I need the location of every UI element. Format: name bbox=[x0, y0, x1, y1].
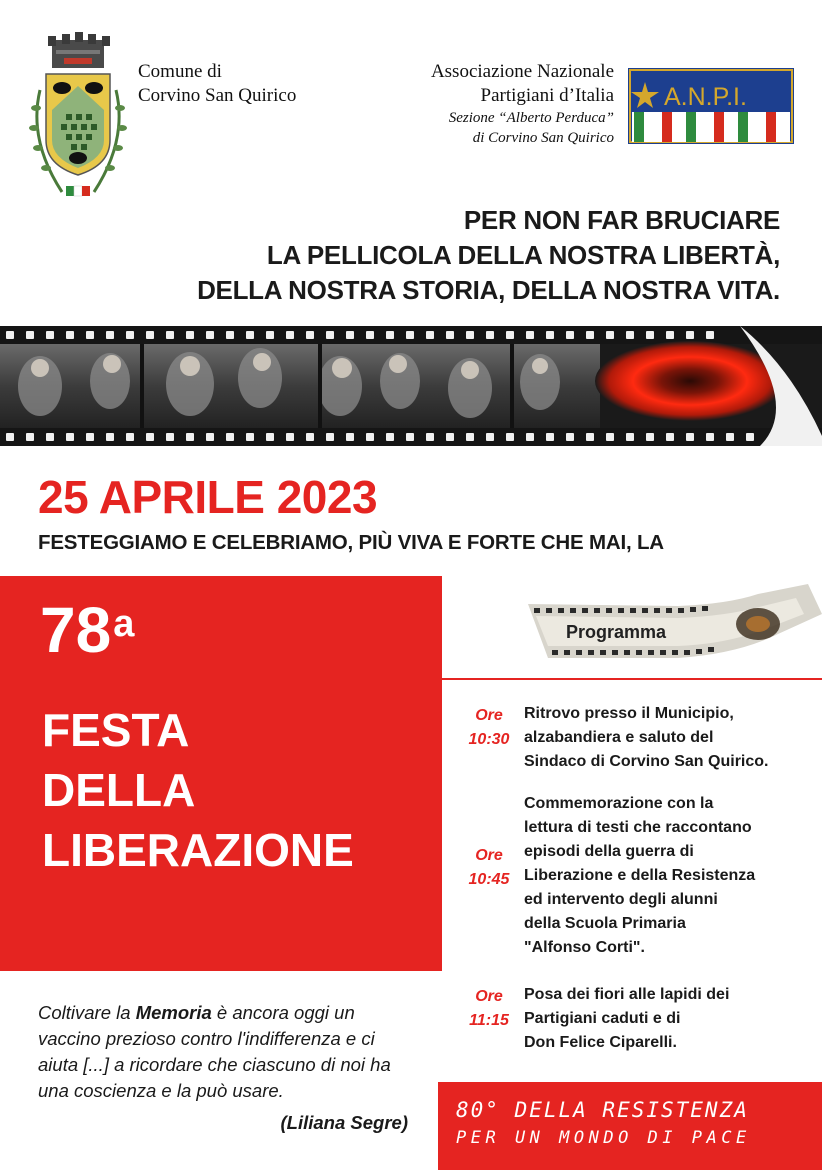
comune-line-2: Corvino San Quirico bbox=[138, 85, 297, 106]
memoria-quote bbox=[38, 1000, 418, 1104]
event-time-prefix: Ore bbox=[475, 847, 503, 864]
quote-author: (Liliana Segre) bbox=[280, 1112, 408, 1133]
association-line-2: Partigiani d’Italia bbox=[480, 85, 614, 106]
anpi-logo-text: A.N.P.I. bbox=[664, 83, 747, 111]
edition-number bbox=[40, 594, 135, 666]
headline-line-2: LA PELLICOLA DELLA NOSTRA LIBERTÀ, bbox=[266, 240, 780, 270]
programma-divider bbox=[442, 678, 822, 680]
headline-line-3: DELLA NOSTRA STORIA, DELLA NOSTRA VITA. bbox=[197, 275, 780, 305]
event-description-line: della Scuola Primaria bbox=[524, 915, 686, 932]
festa-title-line-3: LIBERAZIONE bbox=[42, 824, 354, 876]
event-description-line: episodi della guerra di bbox=[524, 843, 694, 860]
film-strip-image bbox=[0, 326, 822, 446]
comune-name bbox=[138, 60, 296, 108]
festa-title-line-2: DELLA bbox=[42, 764, 196, 816]
event-time bbox=[460, 844, 518, 892]
quote-text-after: è ancora oggi un vaccino prezioso contro l'indifferenza e ci aiuta [...] a ricordare che ciascuno di noi ha una coscienza e la può usare. bbox=[38, 1002, 391, 1101]
event-time-prefix: Ore bbox=[475, 707, 503, 724]
event-time bbox=[460, 704, 518, 752]
event-description-line: lettura di testi che raccontano bbox=[524, 819, 752, 836]
anpi-logo bbox=[628, 68, 794, 144]
headline-line-1: PER NON FAR BRUCIARE bbox=[463, 205, 780, 235]
event-description-line: ed intervento degli alunni bbox=[524, 891, 718, 908]
event-subtitle: FESTEGGIAMO E CELEBRIAMO, PIÙ VIVA E FORTE CHE MAI, LA bbox=[38, 531, 664, 554]
event-time-value: 10:45 bbox=[468, 871, 510, 888]
event-description-line: Sindaco di Corvino San Quirico. bbox=[524, 753, 769, 770]
headline bbox=[197, 203, 780, 308]
quote-text-before: Coltivare la bbox=[38, 1002, 136, 1023]
programma-label: Programma bbox=[566, 622, 667, 642]
event-description bbox=[524, 702, 814, 774]
association-location: di Corvino San Quirico bbox=[472, 130, 614, 146]
comune-crest-logo bbox=[22, 30, 132, 205]
event-description-line: Ritrovo presso il Municipio, bbox=[524, 705, 734, 722]
event-description-line: Partigiani caduti e di bbox=[524, 1010, 681, 1027]
event-description-line: alzabandiera e saluto del bbox=[524, 729, 714, 746]
anniversary-line-2: PER UN MONDO DI PACE bbox=[456, 1128, 751, 1148]
association-section: Sezione “Alberto Perduca” bbox=[448, 110, 614, 126]
festa-title-line-1: FESTA bbox=[42, 704, 190, 756]
event-date: 25 APRILE 2023 bbox=[38, 471, 378, 523]
comune-line-1: Comune di bbox=[138, 61, 222, 82]
anniversary-banner bbox=[438, 1082, 822, 1170]
edition-ordinal-suffix: a bbox=[113, 603, 135, 645]
quote-emphasis: Memoria bbox=[135, 1002, 212, 1023]
event-description bbox=[524, 792, 814, 960]
festa-title bbox=[42, 700, 354, 880]
edition-ordinal: 78 bbox=[40, 594, 112, 666]
event-description-line: "Alfonso Corti". bbox=[524, 939, 645, 956]
anniversary-line-1: 80° DELLA RESISTENZA bbox=[456, 1098, 749, 1122]
event-time-value: 10:30 bbox=[468, 731, 510, 748]
event-description-line: Liberazione e della Resistenza bbox=[524, 867, 756, 884]
event-time-prefix: Ore bbox=[475, 988, 503, 1005]
event-description-line: Don Felice Ciparelli. bbox=[524, 1034, 677, 1051]
association-line-1: Associazione Nazionale bbox=[430, 61, 614, 82]
association-name bbox=[431, 60, 614, 148]
event-description-line: Commemorazione con la bbox=[524, 795, 714, 812]
event-time bbox=[460, 985, 518, 1033]
event-description bbox=[524, 983, 814, 1055]
event-time-value: 11:15 bbox=[469, 1012, 509, 1029]
event-description-line: Posa dei fiori alle lapidi dei bbox=[524, 986, 730, 1003]
